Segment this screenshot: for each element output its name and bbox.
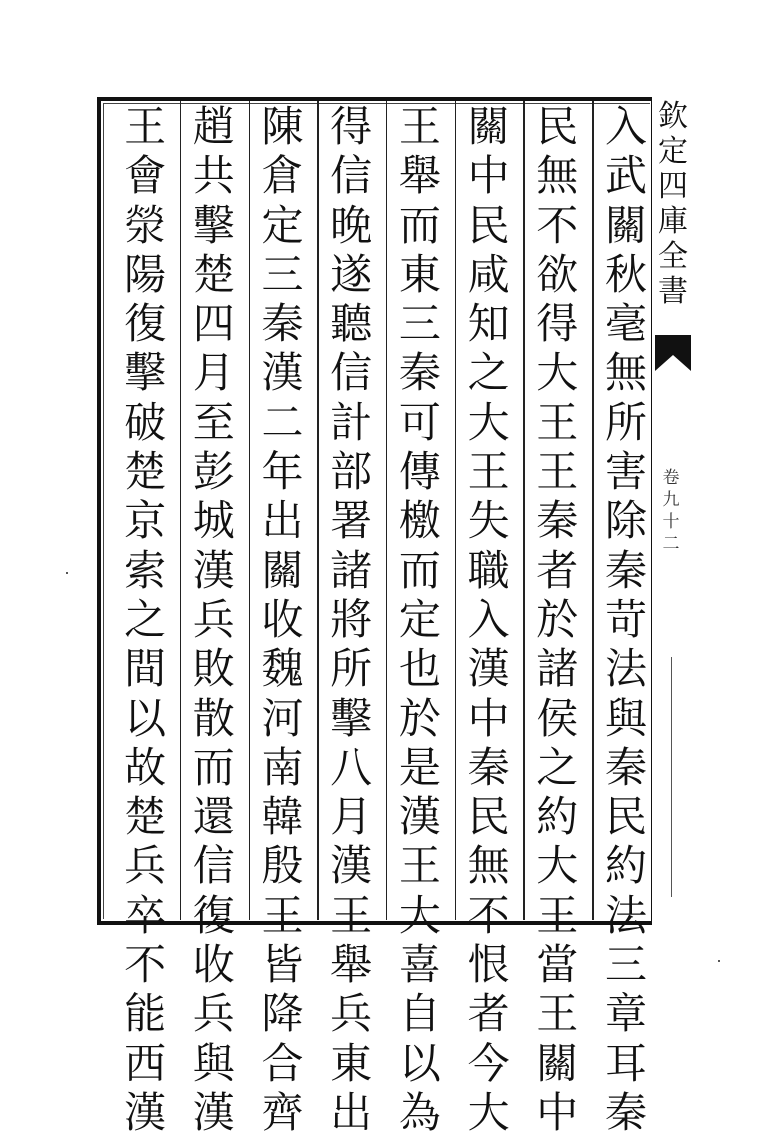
glyph: 會 (124, 151, 167, 201)
glyph: 者 (467, 989, 510, 1039)
glyph: 漢 (192, 1087, 235, 1137)
glyph: 兵 (330, 989, 373, 1039)
glyph: 約 (604, 841, 647, 891)
glyph: 大 (536, 348, 579, 398)
glyph: 大 (536, 841, 579, 891)
glyph: 擊 (124, 348, 167, 398)
glyph: 陳 (261, 102, 304, 151)
glyph: 三 (398, 299, 441, 349)
glyph: 漢 (192, 545, 235, 595)
glyph: 年 (261, 447, 304, 497)
glyph: 王 (261, 890, 304, 940)
glyph: 散 (192, 693, 235, 743)
glyph: 敗 (192, 644, 235, 694)
glyph: 間 (124, 644, 167, 694)
glyph: 秦 (604, 545, 647, 595)
glyph: 今 (467, 1038, 510, 1088)
glyph: 民 (604, 792, 647, 842)
glyph: 楚 (124, 792, 167, 842)
column-rule (317, 101, 319, 920)
glyph: 大 (467, 1087, 510, 1137)
glyph: 秦 (536, 496, 579, 546)
glyph: 計 (330, 397, 373, 447)
glyph: 而 (398, 200, 441, 250)
margin-juan-glyph: 卷 (662, 468, 680, 488)
glyph: 兵 (124, 841, 167, 891)
glyph: 擊 (192, 200, 235, 250)
glyph: 無 (467, 841, 510, 891)
glyph: 中 (467, 693, 510, 743)
margin-juan-glyph: 二 (662, 534, 680, 554)
stray-dot (718, 960, 720, 962)
glyph: 河 (261, 693, 304, 743)
glyph: 至 (192, 397, 235, 447)
glyph: 東 (330, 1038, 373, 1088)
glyph: 城 (192, 496, 235, 546)
margin-title-glyph: 欽 (658, 99, 688, 134)
glyph: 西 (124, 1038, 167, 1088)
glyph: 恨 (467, 940, 510, 990)
glyph: 晚 (330, 200, 373, 250)
text-column (466, 102, 512, 1137)
glyph: 楚 (124, 447, 167, 497)
glyph: 王 (124, 102, 167, 151)
glyph: 知 (467, 299, 510, 349)
glyph: 是 (398, 742, 441, 792)
glyph: 中 (467, 151, 510, 201)
glyph: 之 (536, 742, 579, 792)
glyph: 於 (536, 594, 579, 644)
glyph: 王 (398, 102, 441, 151)
margin-title-glyph: 庫 (658, 204, 688, 239)
text-column (191, 102, 237, 1137)
glyph: 彭 (192, 447, 235, 497)
glyph: 耳 (604, 1038, 647, 1088)
glyph: 王 (536, 890, 579, 940)
glyph: 定 (398, 594, 441, 644)
glyph: 兵 (192, 989, 235, 1039)
glyph: 皆 (261, 940, 304, 990)
glyph: 秦 (604, 1087, 647, 1137)
glyph: 法 (604, 890, 647, 940)
glyph: 王 (536, 989, 579, 1039)
glyph: 漢 (398, 792, 441, 842)
column-rule (386, 101, 388, 920)
glyph: 不 (536, 200, 579, 250)
glyph: 漢 (467, 644, 510, 694)
glyph: 職 (467, 545, 510, 595)
glyph: 武 (604, 151, 647, 201)
glyph: 當 (536, 940, 579, 990)
glyph: 四 (192, 299, 235, 349)
glyph: 三 (261, 249, 304, 299)
margin-title-glyph: 四 (658, 169, 688, 204)
glyph: 破 (124, 397, 167, 447)
glyph: 於 (398, 693, 441, 743)
glyph: 民 (467, 200, 510, 250)
margin-juan-glyph: 十 (662, 512, 680, 532)
glyph: 毫 (604, 299, 647, 349)
glyph: 信 (330, 151, 373, 201)
glyph: 關 (261, 545, 304, 595)
glyph: 魏 (261, 644, 304, 694)
glyph: 民 (536, 102, 579, 151)
glyph: 以 (398, 1038, 441, 1088)
glyph: 滎 (124, 200, 167, 250)
glyph: 信 (192, 841, 235, 891)
glyph: 自 (398, 989, 441, 1039)
glyph: 章 (604, 989, 647, 1039)
glyph: 聽 (330, 299, 373, 349)
glyph: 南 (261, 742, 304, 792)
glyph: 民 (467, 792, 510, 842)
glyph: 月 (330, 792, 373, 842)
glyph: 侯 (536, 693, 579, 743)
glyph: 署 (330, 496, 373, 546)
glyph: 得 (536, 299, 579, 349)
glyph: 與 (604, 693, 647, 743)
glyph: 法 (604, 644, 647, 694)
glyph: 還 (192, 792, 235, 842)
glyph: 共 (192, 151, 235, 201)
glyph: 月 (192, 348, 235, 398)
column-rule (180, 101, 182, 920)
glyph: 大 (398, 890, 441, 940)
glyph: 所 (330, 644, 373, 694)
glyph: 關 (604, 200, 647, 250)
glyph: 趙 (192, 102, 235, 151)
glyph: 為 (398, 1087, 441, 1137)
glyph: 收 (261, 594, 304, 644)
glyph: 關 (467, 102, 510, 151)
glyph: 倉 (261, 151, 304, 201)
glyph: 擊 (330, 693, 373, 743)
glyph: 苛 (604, 594, 647, 644)
margin-juan-glyph: 九 (662, 490, 680, 510)
glyph: 漢 (261, 348, 304, 398)
glyph: 齊 (261, 1087, 304, 1137)
glyph: 失 (467, 496, 510, 546)
glyph: 欲 (536, 249, 579, 299)
glyph: 王 (467, 447, 510, 497)
glyph: 部 (330, 447, 373, 497)
glyph: 京 (124, 496, 167, 546)
glyph: 中 (536, 1087, 579, 1137)
glyph: 秦 (467, 742, 510, 792)
glyph: 索 (124, 545, 167, 595)
glyph: 能 (124, 989, 167, 1039)
glyph: 三 (604, 940, 647, 990)
glyph: 將 (330, 594, 373, 644)
glyph: 得 (330, 102, 373, 151)
glyph: 無 (604, 348, 647, 398)
glyph: 楚 (192, 249, 235, 299)
glyph: 秋 (604, 249, 647, 299)
glyph: 入 (604, 102, 647, 151)
glyph: 收 (192, 940, 235, 990)
margin-juan-number (657, 467, 685, 555)
glyph: 韓 (261, 792, 304, 842)
glyph: 降 (261, 989, 304, 1039)
glyph: 王 (536, 447, 579, 497)
text-column (260, 102, 306, 1137)
glyph: 出 (330, 1087, 373, 1137)
margin-title-glyph: 全 (658, 239, 688, 274)
glyph: 復 (192, 890, 235, 940)
glyph: 所 (604, 397, 647, 447)
stray-dot (66, 572, 68, 574)
glyph: 王 (330, 890, 373, 940)
glyph: 信 (330, 348, 373, 398)
column-rule (455, 101, 457, 920)
glyph: 故 (124, 742, 167, 792)
glyph: 入 (467, 594, 510, 644)
text-column (603, 102, 649, 1137)
text-column (534, 102, 580, 1137)
column-rule (249, 101, 251, 920)
glyph: 之 (124, 594, 167, 644)
glyph: 喜 (398, 940, 441, 990)
glyph: 而 (398, 545, 441, 595)
text-column (328, 102, 374, 1137)
glyph: 諸 (330, 545, 373, 595)
glyph: 漢 (124, 1087, 167, 1137)
glyph: 者 (536, 545, 579, 595)
glyph: 卒 (124, 890, 167, 940)
glyph: 秦 (398, 348, 441, 398)
glyph: 與 (192, 1038, 235, 1088)
glyph: 不 (124, 940, 167, 990)
glyph: 傳 (398, 447, 441, 497)
glyph: 害 (604, 447, 647, 497)
glyph: 殷 (261, 841, 304, 891)
glyph: 出 (261, 496, 304, 546)
column-rule (592, 101, 594, 920)
text-column (122, 102, 168, 1137)
glyph: 大 (467, 397, 510, 447)
margin-title (655, 99, 691, 309)
fish-tail-mark-icon (653, 331, 693, 375)
column-rule (523, 101, 525, 920)
glyph: 合 (261, 1038, 304, 1088)
glyph: 檄 (398, 496, 441, 546)
glyph: 秦 (261, 299, 304, 349)
glyph: 秦 (604, 742, 647, 792)
glyph: 陽 (124, 249, 167, 299)
glyph: 東 (398, 249, 441, 299)
glyph: 八 (330, 742, 373, 792)
glyph: 以 (124, 693, 167, 743)
glyph: 舉 (398, 151, 441, 201)
glyph: 漢 (330, 841, 373, 891)
glyph: 咸 (467, 249, 510, 299)
glyph: 二 (261, 397, 304, 447)
glyph: 約 (536, 792, 579, 842)
glyph: 除 (604, 496, 647, 546)
margin-title-glyph: 定 (658, 134, 688, 169)
glyph: 而 (192, 742, 235, 792)
glyph: 諸 (536, 644, 579, 694)
page-margin (653, 97, 693, 925)
margin-rule (671, 657, 672, 897)
margin-title-glyph: 書 (658, 274, 688, 309)
glyph: 也 (398, 644, 441, 694)
glyph: 定 (261, 200, 304, 250)
glyph: 之 (467, 348, 510, 398)
glyph: 遂 (330, 249, 373, 299)
glyph: 兵 (192, 594, 235, 644)
glyph: 王 (536, 397, 579, 447)
glyph: 可 (398, 397, 441, 447)
glyph: 復 (124, 299, 167, 349)
text-column (397, 102, 443, 1137)
glyph: 王 (398, 841, 441, 891)
glyph: 舉 (330, 940, 373, 990)
glyph: 關 (536, 1038, 579, 1088)
glyph: 不 (467, 890, 510, 940)
glyph: 無 (536, 151, 579, 201)
